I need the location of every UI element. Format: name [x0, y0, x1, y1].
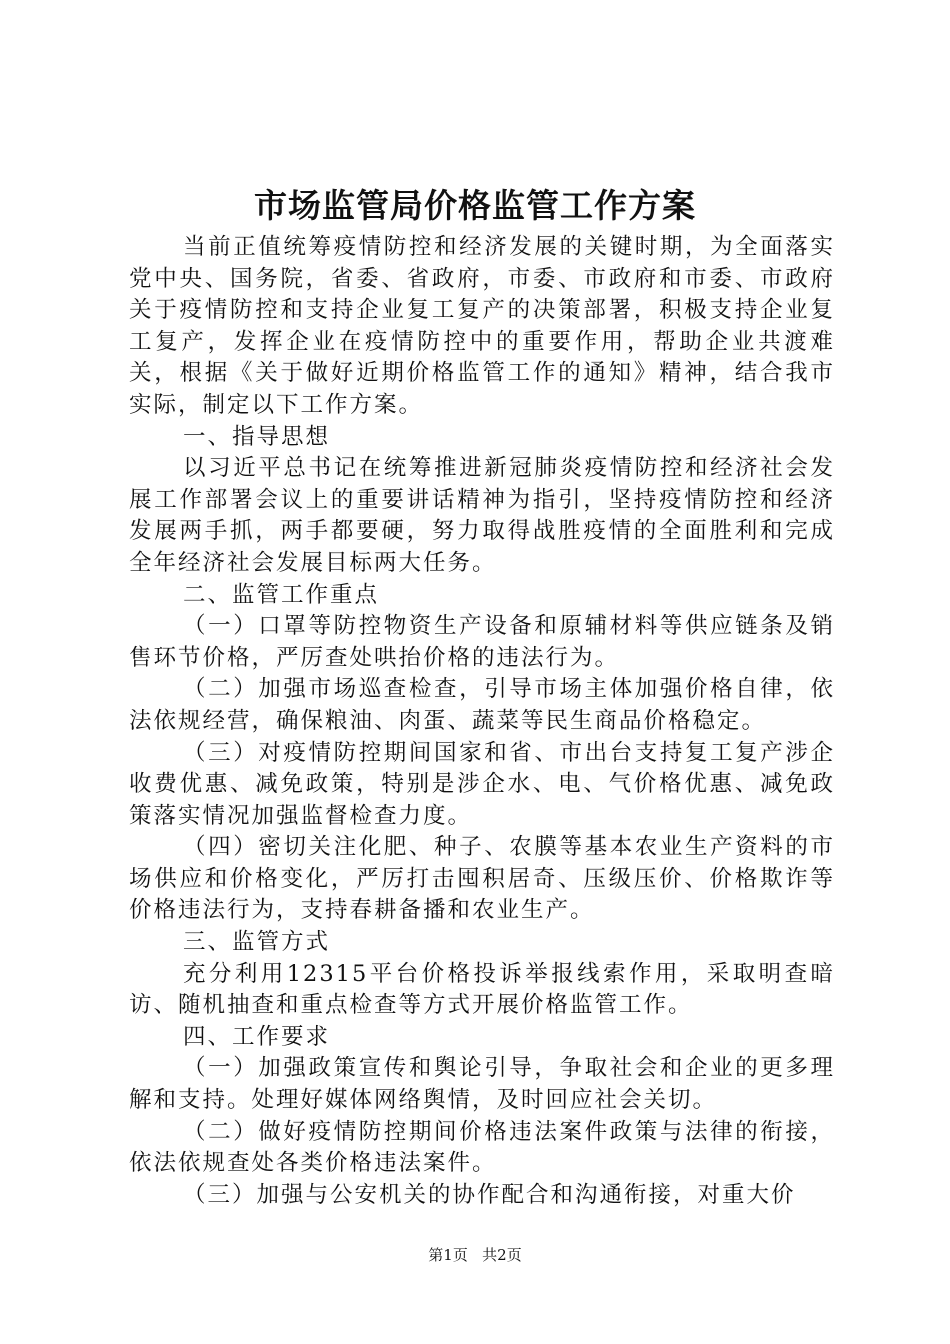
paragraph-key-point-2: （二）加强市场巡查检查，引导市场主体加强价格自律，依法依规经营，确保粮油、肉蛋、蔬菜等民生商品价格稳定。 [129, 676, 835, 734]
page-number: 第1页 [428, 1246, 468, 1264]
section-heading-methods: 三、监管方式 [183, 929, 331, 956]
page-total: 共2页 [482, 1246, 522, 1264]
paragraph-requirement-2: （二）做好疫情防控期间价格违法案件政策与法律的衔接，依法依规查处各类价格违法案件。 [129, 1118, 835, 1177]
paragraph-key-point-1: （一）口罩等防控物资生产设备和原辅材料等供应链条及销售环节价格，严厉查处哄抬价格的违法行为。 [129, 613, 835, 671]
paragraph-key-point-3: （三）对疫情防控期间国家和省、市出台支持复工复产涉企收费优惠、减免政策，特别是涉企水、电、气价格优惠、减免政策落实情况加强监督检查力度。 [129, 739, 835, 829]
section-heading-key-points: 二、监管工作重点 [183, 581, 380, 608]
paragraph-methods: 充分利用12315平台价格投诉举报线索作用，采取明查暗访、随机抽查和重点检查等方式开展价格监管工作。 [129, 960, 835, 1019]
document-body [129, 232, 835, 1211]
paragraph-guiding-thought: 以习近平总书记在统筹推进新冠肺炎疫情防控和经济社会发展工作部署会议上的重要讲话精神为指引，坚持疫情防控和经济发展两手抓，两手都要硬，努力取得战胜疫情的全面胜利和完成全年经济社会发展目标两大任务。 [129, 455, 835, 576]
paragraph-requirement-3: （三）加强与公安机关的协作配合和沟通衔接，对重大价 [183, 1181, 796, 1208]
section-heading-requirements: 四、工作要求 [183, 1023, 331, 1050]
document-title: 市场监管局价格监管工作方案 [254, 186, 696, 225]
section-heading-guiding-thought: 一、指导思想 [183, 423, 331, 450]
paragraph-intro: 当前正值统筹疫情防控和经济发展的关键时期，为全面落实党中央、国务院，省委、省政府，市委、市政府和市委、市政府关于疫情防控和支持企业复工复产的决策部署，积极支持企业复工复产，发挥企业在疫情防控中的重要作用，帮助企业共渡难关，根据《关于做好近期价格监管工作的通知》精神，结合我市实际，制定以下工作方案。 [129, 234, 835, 418]
paragraph-key-point-4: （四）密切关注化肥、种子、农膜等基本农业生产资料的市场供应和价格变化，严厉打击囤积居奇、压级压价、价格欺诈等价格违法行为，支持春耕备播和农业生产。 [129, 834, 835, 924]
page-footer [0, 1245, 950, 1265]
paragraph-requirement-1: （一）加强政策宣传和舆论引导，争取社会和企业的更多理解和支持。处理好媒体网络舆情，及时回应社会关切。 [129, 1055, 835, 1114]
